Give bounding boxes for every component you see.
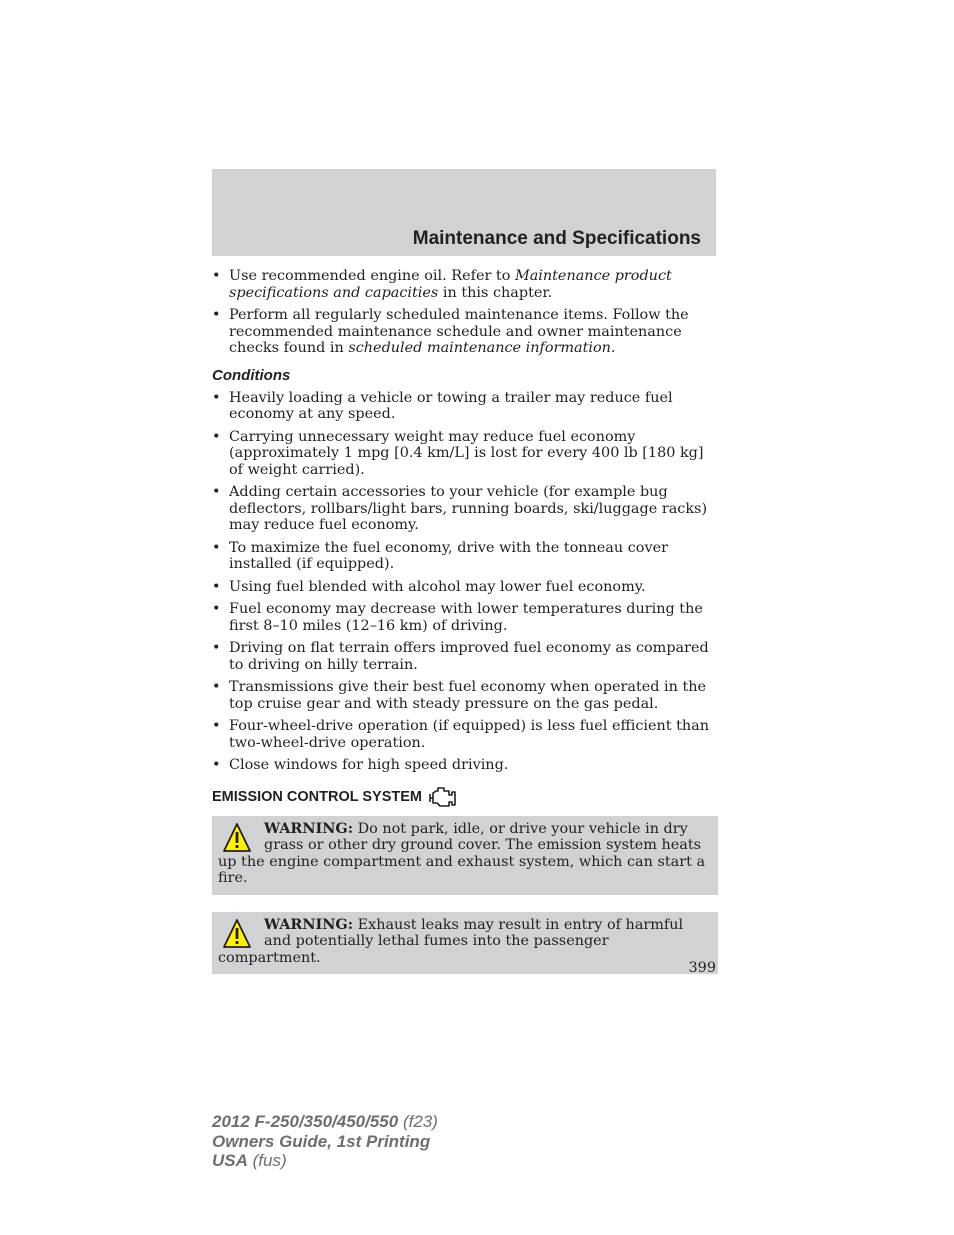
emission-heading-text: EMISSION CONTROL SYSTEM	[212, 788, 423, 805]
list-item: • Using fuel blended with alcohol may lower fuel economy.	[212, 579, 718, 596]
warning-text: Do not park, idle, or drive your vehicle in dry grass or other dry ground cover. The emission system heats up the engine compartment and exhaust system, which can start a fire.	[218, 820, 706, 886]
footer-region-code: (fus)	[247, 1151, 287, 1170]
list-item: • Fuel economy may decrease with lower temperatures during the first 8–10 miles (12–16 km) of driving.	[212, 601, 718, 634]
engine-icon	[427, 786, 457, 808]
list-item: • Transmissions give their best fuel economy when operated in the top cruise gear and with steady pressure on the gas pedal.	[212, 679, 718, 712]
list-item: • Perform all regularly scheduled maintenance items. Follow the recommended maintenance schedule and owner maintenance checks found in scheduled maintenance information.	[212, 307, 718, 357]
warning-triangle-icon	[222, 918, 252, 950]
page-number: 399	[688, 960, 716, 976]
emission-heading	[212, 786, 718, 808]
footer-edition: Owners Guide, 1st Printing	[212, 1131, 431, 1151]
conditions-list	[212, 390, 718, 774]
list-item: • Adding certain accessories to your vehicle (for example bug deflectors, rollbars/light bars, running boards, ski/luggage racks) may reduce fuel economy.	[212, 484, 718, 534]
warning-box	[212, 912, 718, 975]
warning-box	[212, 816, 718, 895]
conditions-heading: Conditions	[212, 366, 291, 384]
footer-model-code: (f23)	[398, 1112, 438, 1131]
page-content	[212, 268, 718, 991]
list-item: • Carrying unnecessary weight may reduce fuel economy (approximately 1 mpg [0.4 km/L] is lost for every 400 lb [180 kg] of weight carried).	[212, 429, 718, 479]
list-item: • Heavily loading a vehicle or towing a trailer may reduce fuel economy at any speed.	[212, 390, 718, 423]
warning-triangle-icon	[222, 822, 252, 854]
warning-label: WARNING:	[264, 819, 354, 837]
list-item: • Use recommended engine oil. Refer to Maintenance product specifications and capacities in this chapter.	[212, 268, 718, 301]
list-item: • To maximize the fuel economy, drive with the tonneau cover installed (if equipped).	[212, 540, 718, 573]
footer-info	[212, 1112, 438, 1171]
intro-bullet-list	[212, 268, 718, 357]
list-item: • Four-wheel-drive operation (if equipped) is less fuel efficient than two-wheel-drive operation.	[212, 718, 718, 751]
list-item: • Driving on flat terrain offers improved fuel economy as compared to driving on hilly terrain.	[212, 640, 718, 673]
chapter-title: Maintenance and Specifications	[412, 228, 701, 249]
footer-region: USA	[212, 1151, 248, 1170]
list-item: • Close windows for high speed driving.	[212, 757, 718, 774]
warning-text: Exhaust leaks may result in entry of harmful and potentially lethal fumes into the passenger compartment.	[218, 916, 684, 966]
warning-label: WARNING:	[264, 915, 354, 933]
footer-model: 2012 F-250/350/450/550	[212, 1112, 399, 1131]
chapter-header	[212, 169, 716, 256]
